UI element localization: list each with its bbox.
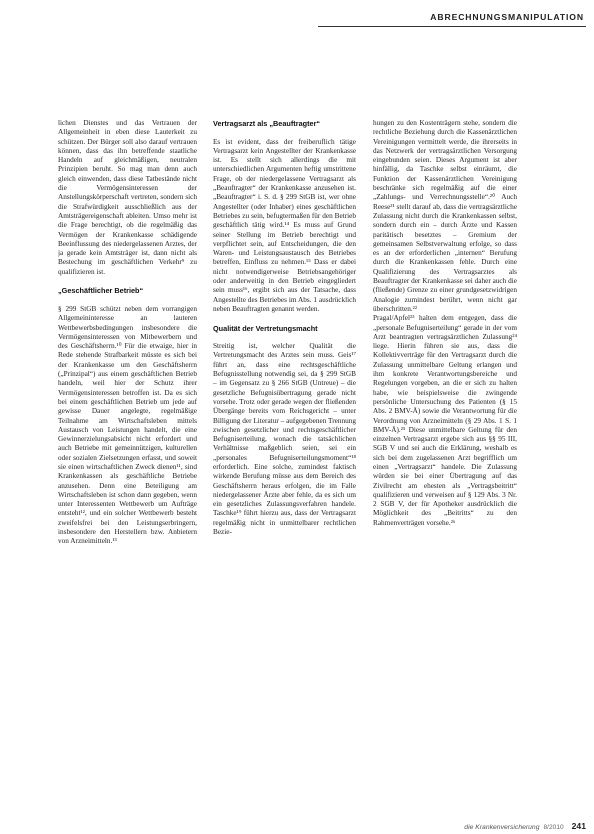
section-heading-geschaeftlicher-betrieb: „Geschäftlicher Betrieb“ <box>58 286 144 296</box>
paragraph: Es ist evident, dass der freiberuflich tätige Vertragsarzt kein Angestellter der Krankenkasse ist. Es stellt sich allerdings die mit unterschiedlichen Argumenten heftig umstrittene Frage, ob der niedergelassene Vertragsarzt als „Beauftragter“ der Krankenkasse anzusehen ist. „Beauftragter“ i. S. d. § 299 StGB ist, wer ohne Angestellter (oder Inhaber) eines geschäftlichen Betriebes zu sein, befugtermaßen für den Betrieb geschäftlich tätig wird.¹⁴ Es muss auf Grund seiner Stellung im Betrieb berechtigt und verpflichtet sein, auf Entscheidungen, die den Waren- und Leistungsaustausch des Betriebes betreffen, Einfluss zu nehmen.¹⁵ Dass er dabei nicht notwendigerweise Betriebsangehöriger oder anderweitig in den Betrieb eingegliedert sein muss¹⁶, ergibt sich aus der Tatsache, dass Angestellte des Betriebes im Abs. 1 ausdrücklich neben Beauftragten genannt werden. <box>213 137 356 313</box>
page-number: 241 <box>571 821 586 831</box>
text-column-3 <box>373 119 517 799</box>
paragraph: lichen Dienstes und das Vertrauen der Allgemeinheit in eben diese Lauterkeit zu schützen. Der Bürger soll also darauf vertrauen können, dass das ihn betreffende staatliche Handeln auf gleichmäßigen, neutralen Prinzipien beruht. So mag man denn auch gleich einwenden, dass diese Tatbestände nicht die Vermögensinteressen der Anstellungskörperschaft vertreten, sondern sich die Strafwürdigkeit ausschließlich aus der Amtsträgereigenschaft ableiten. Umso mehr ist die Frage berechtigt, ob die regelmäßig das Vermögen der Krankenkasse schädigende Beeinflussung des niedergelassenen Arztes, der ja gerade kein Amtsträger ist, dann nicht als Bestechung im geschäftlichen Verkehr⁹ zu qualifizieren ist. <box>58 119 197 276</box>
header-rule <box>318 26 586 27</box>
running-header: ABRECHNUNGSMANIPULATION <box>430 12 584 22</box>
section-heading-vertragsarzt-beauftragter: Vertragsarzt als „Beauftragter“ <box>213 119 321 128</box>
text-column-1 <box>58 119 197 799</box>
paragraph: § 299 StGB schützt neben dem vorrangigen Allgemeininteresse an lauteren Wettbewerbsbedingungen insbesondere die Vermögensinteressen von Mitbewerbern und des Geschäftsherrn.¹⁰ Für die etwaige, hier in Rede stehende Strafbarkeit müsste es sich bei der Krankenkasse um den Geschäftsherrn („Prinzipal“) aus einem geschäftlichen Betrieb handeln, weil hier der Schutz ihrer Vermögensinteressen betroffen ist. Da es sich bei einem geschäftlichen Betrieb um jede auf gewisse Dauer angelegte, regelmäßige Teilnahme am Wirtschaftsleben mittels Austausch von Leistungen handelt, die eine Gewinnerzielungsabsicht nicht erfordert und auch Betriebe mit gemeinnützigen, kulturellen oder sozialen Zielsetzungen erfasst, und soweit sie einen wirtschaftlichen Zweck dienen¹¹, sind Krankenkassen als geschäftliche Betriebe anzusehen. Denn eine Beteiligung am Wirtschaftsleben ist schon dann gegeben, wenn unter Interessenten Wettbewerb um Aufträge entsteht¹², und ein solcher Wettbewerb besteht zweifelsfrei bei den Leistungserbringern, insbesondere den Herstellern bzw. Anbietern von Arzneimitteln.¹³ <box>58 304 197 546</box>
paragraph: Pragal/Apfel²³ halten dem entgegen, dass die „personale Befugniserteilung“ gerade in der vom Arzt beantragten vertragsärztlichen Zulassung²⁴ liege. Hierin führen sie aus, dass die Kollektivverträge für den Vertragsarzt durch die Zulassung unmittelbare Geltung erlangen und ihm konkrete Verantwortungsbereiche und Regelungen vorgeben, an die er sich zu halten habe, wie beispielsweise die zwingende persönliche Untersuchung des Patienten (§ 15 Abs. 2 BMV-Ä) sowie die Verantwortung für die Verordnung von Arzneimitteln (§ 29 Abs. 1 S. 1 BMV-Ä).²⁵ Diese unmittelbare Geltung für den einzelnen Vertragsarzt ergebe sich aus §§ 95 III, SGB V und sei auch die Erklärung, weshalb es sich bei dem zugelassenen Arzt begrifflich um einen „Vertragsarzt“ handele. Die Zulassung würden sie bei einer Übertragung auf das Zivilrecht am ehesten als „Vertragsbeitritt“ qualifizieren und verweisen auf § 129 Abs. 3 Nr. 2 SGB V, der für Apotheker ausdrücklich die Möglichkeit des „Beitritts“ zu den Rahmenverträgen vorsehe.²⁶ <box>373 314 517 527</box>
section-heading-qualitaet-vertretungsmacht: Qualität der Vertretungsmacht <box>213 323 318 333</box>
footer-journal-name: die Krankenversicherung <box>464 824 540 831</box>
paragraph: hungen zu den Kostenträgern stehe, sondern die rechtliche Beziehung durch die Kassenärztlichen Vereinigungen vermittelt werde, die ihrerseits in das Netzwerk der vertragsärztlichen Versorgung eingebunden seien. Dieses Argument ist aber hinfällig, da Taschke selbst einräumt, die Funktion der Kassenärztlichen Vereinigung beschränke sich regelmäßig auf die einer „Zahlungs- und Verrechnungsstelle“.²⁰ Auch Reese²¹ stellt darauf ab, dass die vertragsärztliche Zulassung nicht durch die Krankenkassen selbst, sondern durch ein – durch Ärzte und Kassen paritätisch besetztes – Gremium der gemeinsamen Selbstverwaltung erfolge, so dass es an der erforderlichen „internen“ Berufung durch die Krankenkassen fehle. Durch eine Qualifizierung des Vertragsarztes als Beauftragter der Krankenkasse sei daher auch die (fließende) Grenze zu einer grundgesetzwidrigen Analogie zumindest berührt, wenn nicht gar überschritten.²² <box>373 119 517 313</box>
text-column-2 <box>213 119 356 799</box>
page-footer <box>464 816 586 834</box>
paragraph: Streitig ist, welcher Qualität die Vertretungsmacht des Arztes sein muss. Geis¹⁷ führt an, dass eine rechtsgeschäftliche Befugnisstellung notwendig sei, da § 299 StGB – im Gegensatz zu § 266 StGB (Untreue) – die gesetzliche Befugnisübertragung gerade nicht vorsehe. Trotz oder gerade wegen der fließenden Übergänge bereits vom Reichsgericht – unter Billigung der Literatur – aufgegebenen Trennung zwischen gesetzlicher und rechtsgeschäftlicher Befugniserteilung, wonach die tatsächlichen Verhältnisse maßgeblich seien, sei ein „personales Befugniserteilungsmoment“¹⁸ erforderlich. Eine solche, zumindest faktisch wirkende Berufung müsse aus dem Bereich des Geschäftsherrn heraus erfolgen, die im Falle niedergelassener Ärzte aber fehle, da es sich um ein gesetzliches Zulassungsverfahren handele. Taschke¹⁹ führt hierzu aus, dass der Vertragsarzt regelmäßig nicht in unmittelbarer rechtlichen Bezie- <box>213 342 356 537</box>
footer-issue: 8/2010 <box>543 824 564 831</box>
